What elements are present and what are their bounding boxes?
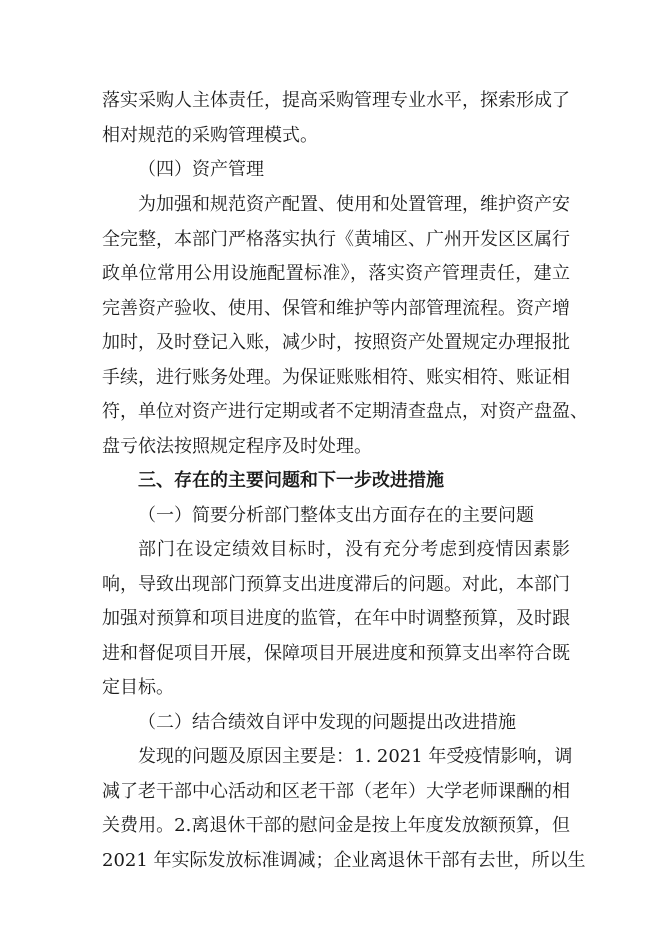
section-heading: 三、存在的主要问题和下一步改进措施 [138,470,444,491]
paragraph-line: 手续，进行账务处理。为保证账账相符、账实相符、账证相 [102,367,570,388]
paragraph-line: 盘亏依法按照规定程序及时处理。 [102,436,372,457]
paragraph-line: 发现的问题及原因主要是：1. 2021 年受疫情影响，调 [138,746,573,767]
section-subheading: （二）结合绩效自评中发现的问题提出改进措施 [138,712,516,733]
paragraph-line: 进和督促项目开展，保障项目开展进度和预算支出率符合既 [102,643,570,664]
paragraph-line: 全完整，本部门严格落实执行《黄埔区、广州开发区区属行 [102,229,570,250]
paragraph-line: 符，单位对资产进行定期或者不定期清查盘点，对资产盘盈、 [102,401,588,422]
paragraph-line: 完善资产验收、使用、保管和维护等内部管理流程。资产增 [102,298,570,319]
paragraph-line: 减了老干部中心活动和区老干部（老年）大学老师课酬的相 [102,781,570,802]
paragraph-line: 加强对预算和项目进度的监管，在年中时调整预算，及时跟 [102,608,570,629]
paragraph-line: 定目标。 [102,677,174,698]
section-subheading: （一）简要分析部门整体支出方面存在的主要问题 [138,505,534,526]
paragraph-line: 为加强和规范资产配置、使用和处置管理，维护资产安 [138,194,570,215]
paragraph-line: 相对规范的采购管理模式。 [102,125,318,146]
paragraph-line: 政单位常用公用设施配置标准》，落实资产管理责任，建立 [102,263,570,284]
paragraph-line: 关费用。2.离退休干部的慰问金是按上年度发放额预算，但 [102,815,570,836]
paragraph-line: 落实采购人主体责任，提高采购管理专业水平，探索形成了 [102,90,570,111]
paragraph-line: 响，导致出现部门预算支出进度滞后的问题。对此，本部门 [102,574,570,595]
section-subheading: （四）资产管理 [138,159,264,180]
paragraph-line: 部门在设定绩效目标时，没有充分考虑到疫情因素影 [138,539,570,560]
paragraph-line: 2021 年实际发放标准调减；企业离退休干部有去世，所以生 [102,850,586,871]
paragraph-line: 加时，及时登记入账，减少时，按照资产处置规定办理报批 [102,332,570,353]
